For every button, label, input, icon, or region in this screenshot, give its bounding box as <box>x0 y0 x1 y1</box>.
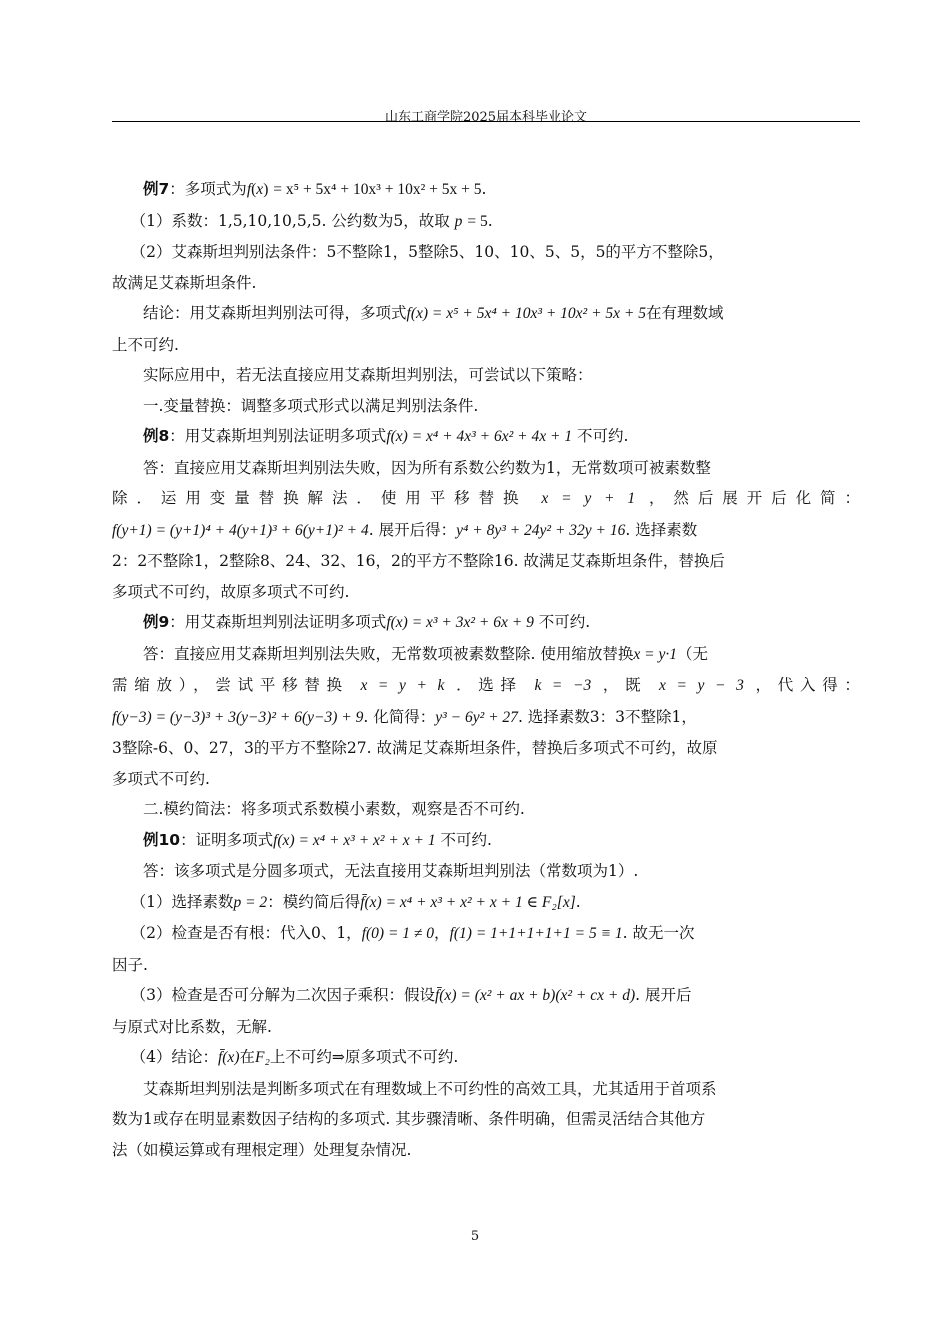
answer-8-line-4: 2：2不整除1，2整除8、24、32、16，2的平方不整除16. 故满足艾森斯坦条件，替换后 <box>112 552 725 570</box>
strategy-2: 二.模约简法：将多项式系数模小素数，观察是否不可约. <box>143 800 525 818</box>
summary-line-2: 数为1或存在明显素数因子结构的多项式. 其步骤清晰、条件明确，但需灵活结合其他方 <box>112 1110 706 1128</box>
answer-10-step-1 <box>112 887 860 919</box>
text: . 选择素数3：3不整除1， <box>517 707 697 726</box>
answer-8-line-3 <box>112 515 860 547</box>
formula: p = 2 <box>233 893 268 911</box>
formula: f(y−3) = (y−3)³ + 3(y−3)² + 6(y−3) + 9 <box>112 708 364 726</box>
formula: f̄(x) = x⁴ + x³ + x² + x + 1 ∈ F₂[x] <box>360 893 576 911</box>
page-number: 5 <box>470 1229 480 1244</box>
formula: k = −3 <box>534 677 592 694</box>
text: . <box>575 892 581 911</box>
text: ，代入得： <box>755 676 860 694</box>
text: . 展开后 <box>635 986 692 1004</box>
answer-9-line-4: 3整除-6、0、27，3的平方不整除27. 故满足艾森斯坦条件，替换后多项式不可约，故原 <box>112 739 718 757</box>
answer-10: 答：该多项式是分圆多项式，无法直接用艾森斯坦判别法（常数项为1）. <box>143 862 639 880</box>
text: . 选择素数 <box>625 520 698 539</box>
formula: f̄(x) = (x² + ax + b)(x² + cx + d) <box>434 987 636 1004</box>
text: 不可约. <box>440 830 492 849</box>
text: ：用艾森斯坦判别法证明多项式 <box>169 613 387 631</box>
formula: f(x) = x⁴ + x³ + x² + x + 1 <box>273 831 436 849</box>
text: ， <box>434 924 450 942</box>
answer-10-step-3 <box>112 980 860 1012</box>
answer-10-step-4 <box>112 1042 860 1074</box>
header-rule <box>112 121 860 122</box>
example-label: 例9 <box>143 613 170 631</box>
formula: x <box>256 181 264 198</box>
formula: ( <box>251 181 257 198</box>
formula: f(x) = x³ + 3x² + 6x + 9 <box>386 614 534 631</box>
text: . 展开后得： <box>368 520 457 539</box>
formula: y⁴ + 8y³ + 24y² + 32y + 16 <box>456 521 626 539</box>
text: . <box>481 180 487 198</box>
formula: f(1) = 1+1+1+1+1 = 5 ≡ 1 <box>449 925 623 942</box>
text: . <box>487 211 493 230</box>
formula: p <box>454 212 463 230</box>
answer-10-step-3-cont: 与原式对比系数，无解. <box>112 1017 272 1036</box>
running-header: 山东工商学院2025届本科毕业论文 <box>384 110 588 125</box>
answer-10-step-2 <box>112 918 860 950</box>
formula: ) <box>263 181 269 198</box>
text: 在有理数域 <box>646 304 724 322</box>
conclusion-cont: 上不可约. <box>112 335 179 354</box>
example-9 <box>112 607 860 639</box>
answer-9-line-2 <box>112 670 860 702</box>
answer-9-line-3 <box>112 702 860 734</box>
strategy-1: 一.变量替换：调整多项式形式以满足判别法条件. <box>143 396 479 415</box>
text: （无 <box>676 644 708 663</box>
example-label: 例8 <box>143 427 170 445</box>
text: ：用艾森斯坦判别法证明多项式 <box>169 427 387 445</box>
formula: = 5 <box>467 212 488 230</box>
text: ：证明多项式 <box>180 830 274 849</box>
formula: y³ − 6y² + 27 <box>435 708 518 726</box>
example-label: 例10 <box>143 830 181 849</box>
page-body <box>112 174 860 1165</box>
answer-8-line-2 <box>112 483 860 515</box>
formula: x = y·1 <box>633 645 677 663</box>
answer-9 <box>112 639 860 671</box>
example-7-step-2: （2）艾森斯坦判别法条件：5不整除1，5整除5、10、10、5、5，5的平方不整除5， <box>130 243 724 261</box>
formula: f(y+1) = (y+1)⁴ + 4(y+1)³ + 6(y+1)² + 4 <box>112 521 369 539</box>
example-7 <box>112 174 860 206</box>
text: （4）结论： <box>130 1048 218 1066</box>
example-8 <box>112 421 860 453</box>
text: . 故无一次 <box>622 924 695 942</box>
formula: f(0) = 1 ≠ 0 <box>361 925 435 942</box>
practical-note: 实际应用中，若无法直接应用艾森斯坦判别法，可尝试以下策略： <box>143 366 593 384</box>
text: （1）系数：1,5,10,10,5,5. 公约数为5，故取 <box>130 211 450 230</box>
formula: F₂ <box>255 1049 270 1066</box>
example-label: 例7 <box>143 180 170 198</box>
formula: = x⁵ + 5x⁴ + 10x³ + 10x² + 5x + 5 <box>273 181 482 198</box>
text: 上不可约⇒原多项式不可约. <box>269 1048 459 1066</box>
text: 除．运用变量替换解法．使用平移替换 <box>112 489 528 507</box>
answer-9-line-5: 多项式不可约. <box>112 769 210 788</box>
answer-10-step-2-cont: 因子. <box>112 955 148 974</box>
formula: x = y − 3 <box>658 677 744 694</box>
text: 不可约. <box>538 613 591 631</box>
text: ，既 <box>602 676 648 694</box>
text: （3）检查是否可分解为二次因子乘积：假设 <box>130 986 435 1004</box>
text: 不可约. <box>577 427 629 445</box>
formula: x = y + 1 <box>541 490 636 507</box>
text: 在 <box>239 1048 255 1066</box>
formula: f(x) = x⁵ + 5x⁴ + 10x³ + 10x² + 5x + 5 <box>406 305 647 322</box>
text: . 化简得： <box>363 707 436 726</box>
example-7-step-2-cont: 故满足艾森斯坦条件. <box>112 273 257 292</box>
formula: x = y + k <box>360 677 445 694</box>
text: 答：直接应用艾森斯坦判别法失败，无常数项被素数整除. 使用缩放替换 <box>143 644 634 663</box>
summary: 艾森斯坦判别法是判断多项式在有理数域上不可约性的高效工具，尤其适用于首项系 <box>143 1079 717 1098</box>
example-7-step-1 <box>112 206 860 238</box>
text: 需缩放），尝试平移替换 <box>112 676 349 694</box>
formula: f(x) = x⁴ + 4x³ + 6x² + 4x + 1 <box>386 428 573 445</box>
text: ，然后展开后化简： <box>648 489 860 507</box>
text: （2）检查是否有根：代入0、1， <box>130 924 362 942</box>
example-10 <box>112 825 860 857</box>
text: ：多项式为 <box>169 180 247 198</box>
answer-8: 答：直接应用艾森斯坦判别法失败，因为所有系数公约数为1，无常数项可被素数整 <box>143 458 711 477</box>
conclusion <box>112 298 860 330</box>
text: ．选择 <box>456 676 523 694</box>
text: 结论：用艾森斯坦判别法可得，多项式 <box>143 304 407 322</box>
text: （1）选择素数 <box>130 892 234 911</box>
formula: f̄(x) <box>217 1049 240 1066</box>
formula: f <box>246 181 252 198</box>
summary-line-3: 法（如模运算或有理根定理）处理复杂情况. <box>112 1140 412 1159</box>
answer-8-line-5: 多项式不可约，故原多项式不可约. <box>112 582 350 601</box>
text: ：模约简后得 <box>267 892 361 911</box>
